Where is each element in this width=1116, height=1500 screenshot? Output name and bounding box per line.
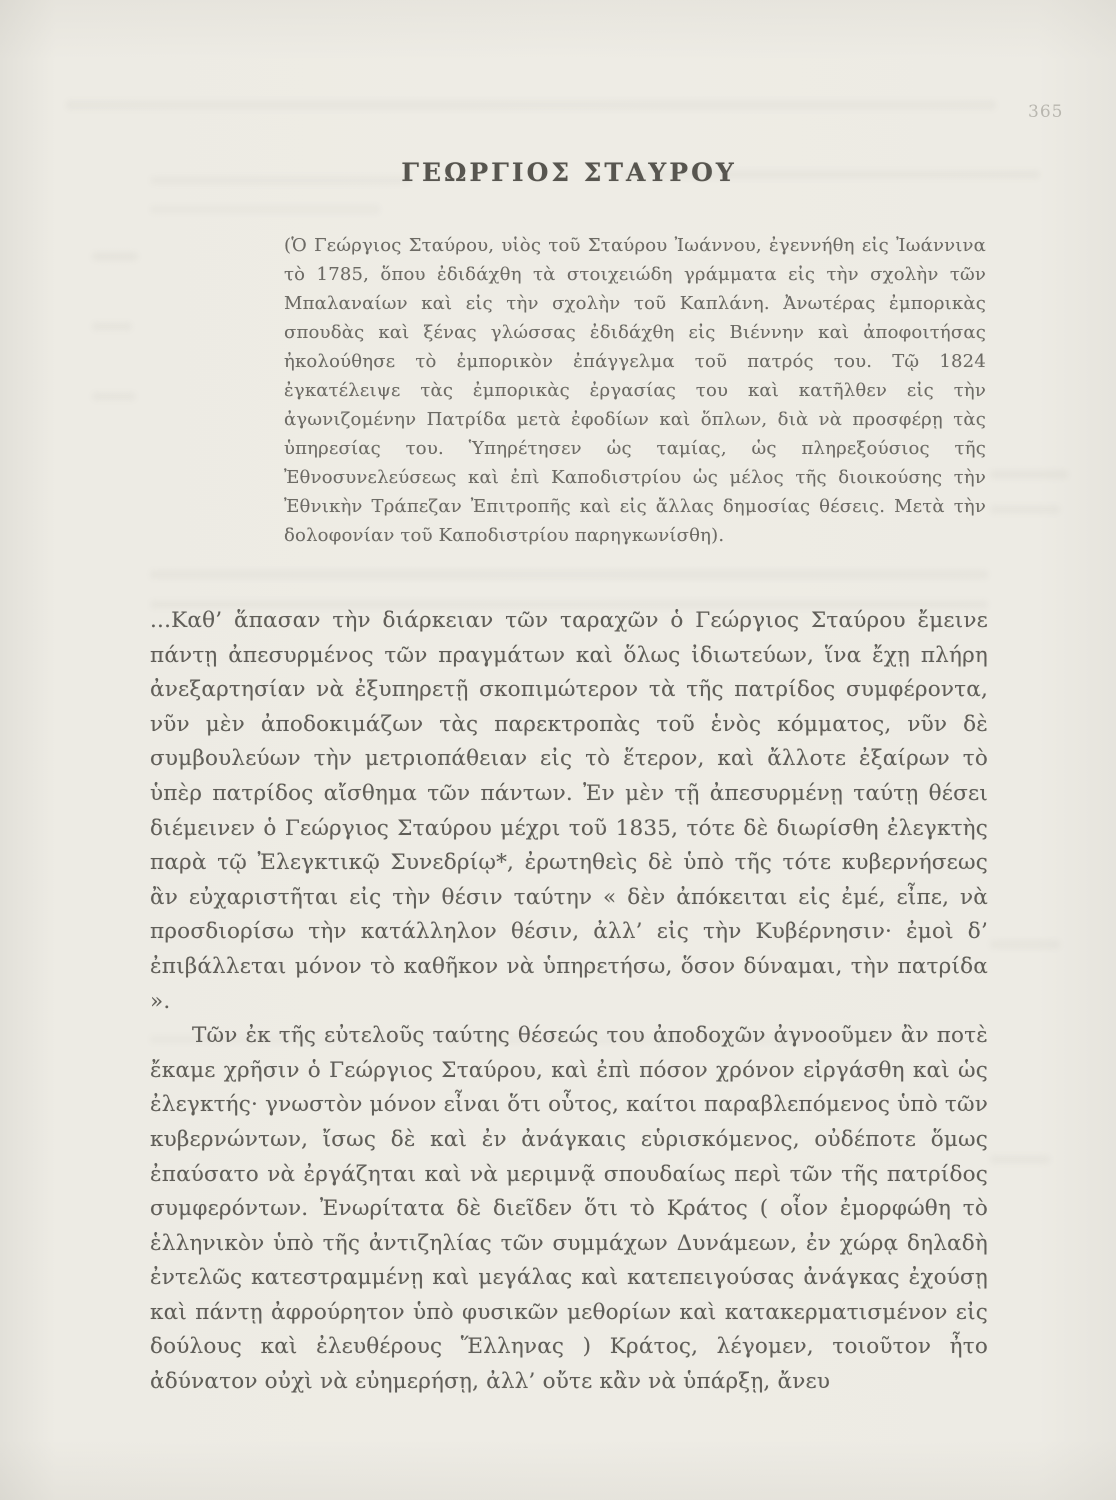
biographical-note: (Ὁ Γεώργιος Σταύρου, υἱὸς τοῦ Σταύρου Ἰωάννου, ἐγεννήθη εἰς Ἰωάννινα τὸ 1785, ὅπου ἐδιδάχθη τὰ στοιχειώδη γράμματα εἰς τὴν σχολὴν τῶν Μπαλαναίων καὶ εἰς τὴν σχολὴν τοῦ Καπλάνη. Ἀνωτέρας ἐμπορικὰς σπουδὰς καὶ ξένας γλώσσας ἐδιδάχθη εἰς Βιέννην καὶ ἀποφοιτήσας ἠκολούθησε τὸ ἐμπορικὸν ἐπάγγελμα τοῦ πατρός του. Τῷ 1824 ἐγκατέλειψε τὰς ἐμπορικὰς ἐργασίας του καὶ κατῆλθεν εἰς τὴν ἀγωνιζομένην Πατρίδα μετὰ ἐφοδίων καὶ ὅπλων, διὰ νὰ προσφέρῃ τὰς ὑπηρεσίας του. Ὑπηρέτησεν ὡς ταμίας, ὡς πληρεξούσιος τῆς Ἐθνοσυνελεύσεως καὶ ἐπὶ Καποδιστρίου ὡς μέλος τῆς διοικούσης τὴν Ἐθνικὴν Τράπεζαν Ἐπιτροπῆς καὶ εἰς ἄλλας δημοσίας θέσεις. Μετὰ τὴν δολοφονίαν τοῦ Καποδιστρίου παρηγκωνίσθη). [284,235,986,546]
page-content [150,158,988,1400]
body-paragraph-2: Τῶν ἐκ τῆς εὐτελοῦς ταύτης θέσεώς του ἀποδοχῶν ἀγνοοῦμεν ἂν ποτὲ ἔκαμε χρῆσιν ὁ Γεώργιος Σταύρου, καὶ ἐπὶ πόσον χρόνον εἰργάσθη καὶ ὡς ἐλεγκτής· γνωστὸν μόνον εἶναι ὅτι οὗτος, καίτοι παραβλεπόμενος ὑπὸ τῶν κυβερνώντων, ἴσως δὲ καὶ ἐν ἀνάγκαις εὑρισκόμενος, οὐδέποτε ὅμως ἐπαύσατο νὰ ἐργάζηται καὶ νὰ μεριμνᾷ σπουδαίως περὶ τῶν τῆς πατρίδος συμφερόντων. Ἐνωρίτατα δὲ διεῖδεν ὅτι τὸ Κράτος ( οἷον ἐμορφώθη τὸ ἑλληνικὸν ὑπὸ τῆς ἀντιζηλίας τῶν συμμάχων Δυνάμεων, ἐν χώρᾳ δηλαδὴ ἐντελῶς κατεστραμμένῃ καὶ μεγάλας καὶ κατεπειγούσας ἀνάγκας ἐχούσῃ καὶ πάντῃ ἀφρούρητον ὑπὸ φυσικῶν μεθορίων καὶ κατακερματισμένον εἰς δούλους καὶ ἐλευθέρους Ἕλληνας ) Κράτος, λέγομεν, τοιοῦτον ἦτο ἀδύνατον οὐχὶ νὰ εὐημερήσῃ, ἀλλ’ οὔτε κἂν νὰ ὑπάρξῃ, ἄνευ [150,1023,988,1395]
body-paragraph-1: ...Καθ’ ἅπασαν τὴν διάρκειαν τῶν ταραχῶν ὁ Γεώργιος Σταύρου ἔμεινε πάντῃ ἀπεσυρμένος τῶν πραγμάτων καὶ ὅλως ἰδιωτεύων, ἵνα ἔχῃ πλήρη ἀνεξαρτησίαν νὰ ἐξυπηρετῇ σκοπιμώτερον τὰ τῆς πατρίδος συμφέροντα, νῦν μὲν ἀποδοκιμάζων τὰς παρεκτροπὰς τοῦ ἑνὸς κόμματος, νῦν δὲ συμβουλεύων τὴν μετριοπάθειαν εἰς τὸ ἕτερον, καὶ ἄλλοτε ἐξαίρων τὸ ὑπὲρ πατρίδος αἴσθημα τῶν πάντων. Ἐν μὲν τῇ ἀπεσυρμένῃ ταύτῃ θέσει διέμεινεν ὁ Γεώργιος Σταύρου μέχρι τοῦ 1835, τότε δὲ διωρίσθη ἐλεγκτὴς παρὰ τῷ Ἐλεγκτικῷ Συνεδρίῳ*, ἐρωτηθεὶς δὲ ὑπὸ τῆς τότε κυβερνήσεως ἂν εὐχαριστῆται εἰς τὴν θέσιν ταύτην « δὲν ἀπόκειται εἰς ἐμέ, εἶπε, νὰ προσδιορίσω τὴν κατάλληλον θέσιν, ἀλλ’ εἰς τὴν Κυβέρνησιν· ἐμοὶ δ’ ἐπιβάλλεται μόνον τὸ καθῆκον νὰ ὑπηρετήσω, ὅσον δύναμαι, τὴν πατρίδα ». [150,608,988,1014]
page-number: 365 [1028,102,1064,122]
bleedthrough-mark [92,392,136,401]
bleedthrough-mark [990,940,1060,949]
bleedthrough-mark [66,100,996,110]
bleedthrough-mark [990,470,1068,479]
bleedthrough-mark [990,505,1060,514]
bleedthrough-mark [92,322,132,331]
bleedthrough-mark [92,252,138,261]
article-title: ΓΕΩΡΓΙΟΣ ΣΤΑΥΡΟΥ [401,158,737,187]
bleedthrough-mark [990,1155,1050,1164]
